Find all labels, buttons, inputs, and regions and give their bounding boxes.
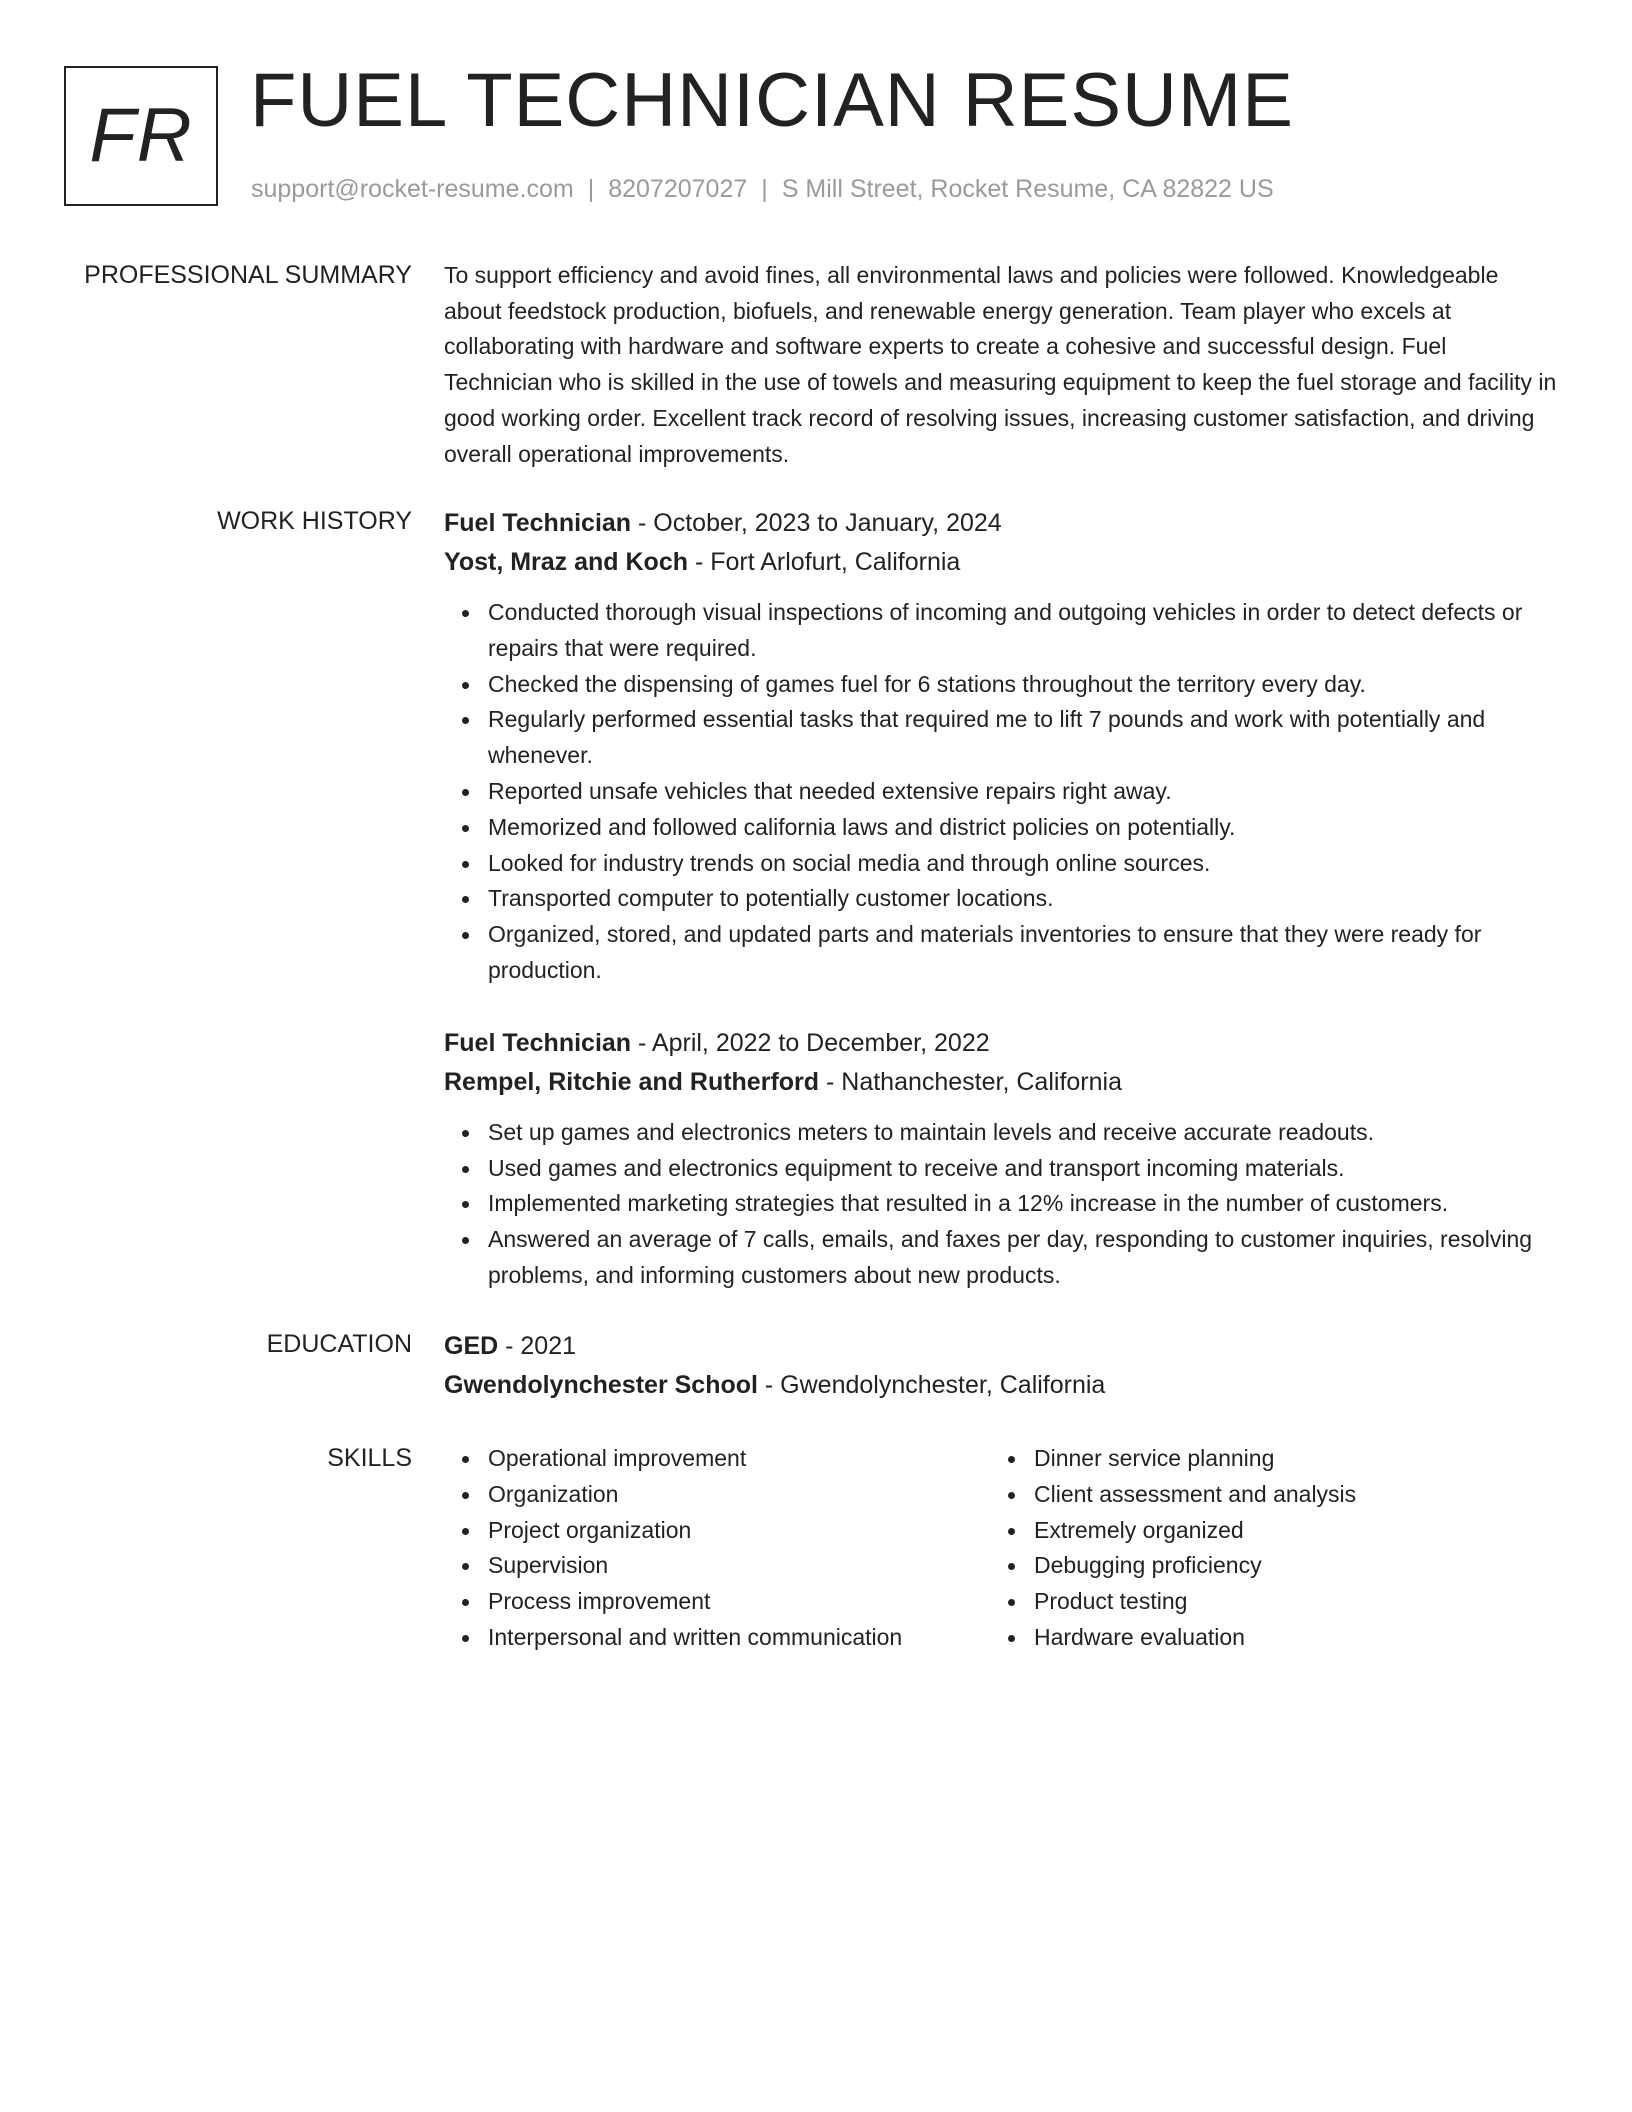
section-label-skills: SKILLS xyxy=(327,1444,412,1472)
list-item: Organized, stored, and updated parts and materials inventories to ensure that they were ready for production. xyxy=(488,917,1559,989)
contact-separator: | xyxy=(587,175,595,203)
work-history-body xyxy=(444,504,1559,1294)
skill-item: Process improvement xyxy=(488,1584,990,1620)
job-entry xyxy=(444,504,1559,989)
education-degree-line xyxy=(444,1327,1559,1366)
section-label-education: EDUCATION xyxy=(266,1330,412,1358)
skill-item: Hardware evaluation xyxy=(1034,1620,1536,1656)
list-item: Checked the dispensing of games fuel for 6 stations throughout the territory every day. xyxy=(488,667,1559,703)
skill-item: Client assessment and analysis xyxy=(1034,1477,1536,1513)
skill-item: Project organization xyxy=(488,1513,990,1549)
monogram-initials: FR xyxy=(89,92,193,178)
list-item: Implemented marketing strategies that resulted in a 12% increase in the number of customers. xyxy=(488,1186,1559,1222)
job-title-line xyxy=(444,1024,1559,1063)
list-item: Looked for industry trends on social media and through online sources. xyxy=(488,846,1559,882)
job-location: - Fort Arlofurt, California xyxy=(688,548,961,576)
contact-phone: 8207207027 xyxy=(608,175,748,203)
skill-item: Extremely organized xyxy=(1034,1513,1536,1549)
section-label-summary: PROFESSIONAL SUMMARY xyxy=(84,261,412,289)
job-location: - Nathanchester, California xyxy=(819,1067,1122,1096)
job-title: Fuel Technician xyxy=(444,1028,632,1057)
section-label-work-history: WORK HISTORY xyxy=(217,507,412,535)
job-bullet-list xyxy=(444,595,1559,989)
list-item: Conducted thorough visual inspections of incoming and outgoing vehicles in order to detect defects or repairs that were required. xyxy=(488,595,1559,667)
skills-list-right xyxy=(990,1441,1536,1656)
summary-text: To support efficiency and avoid fines, all environmental laws and policies were followed. Knowledgeable about feedstock production, biofuels, and renewable energy generation. Team player who excels at collaborating with hardware and software experts to create a cohesive and successful design. Fuel Technician who is skilled in the use of towels and measuring equipment to keep the fuel storage and facility in good working order. Excellent track record of resolving issues, increasing customer satisfaction, and driving overall operational improvements. xyxy=(444,262,1557,467)
job-company: Yost, Mraz and Koch xyxy=(444,548,689,576)
list-item: Answered an average of 7 calls, emails, and faxes per day, responding to customer inquiries, resolving problems, and informing customers about new products. xyxy=(488,1222,1559,1294)
contact-line xyxy=(251,172,1274,206)
list-item: Used games and electronics equipment to receive and transport incoming materials. xyxy=(488,1151,1559,1187)
skill-item: Supervision xyxy=(488,1548,990,1584)
job-dates: - April, 2022 to December, 2022 xyxy=(631,1028,990,1057)
list-item: Transported computer to potentially customer locations. xyxy=(488,881,1559,917)
job-title: Fuel Technician xyxy=(444,509,632,537)
skill-item: Operational improvement xyxy=(488,1441,990,1477)
skill-item: Debugging proficiency xyxy=(1034,1548,1536,1584)
skill-item: Product testing xyxy=(1034,1584,1536,1620)
job-bullet-list xyxy=(444,1115,1559,1294)
monogram-box xyxy=(64,66,218,206)
summary-body xyxy=(444,258,1559,472)
job-company-line xyxy=(444,1063,1559,1102)
list-item: Regularly performed essential tasks that required me to lift 7 pounds and work with potentially and whenever. xyxy=(488,702,1559,774)
education-degree: GED xyxy=(444,1332,499,1360)
skills-columns xyxy=(444,1441,1559,1656)
resume-title: FUEL TECHNICIAN RESUME xyxy=(250,58,1294,143)
list-item: Memorized and followed california laws and district policies on potentially. xyxy=(488,810,1559,846)
contact-separator: | xyxy=(761,175,768,203)
contact-email: support@rocket-resume.com xyxy=(251,175,574,203)
job-dates: - October, 2023 to January, 2024 xyxy=(631,509,1002,537)
skill-item: Interpersonal and written communication xyxy=(488,1620,990,1656)
education-school-line xyxy=(444,1366,1559,1405)
contact-address: S Mill Street, Rocket Resume, CA 82822 US xyxy=(781,175,1274,203)
skills-body xyxy=(444,1441,1559,1656)
job-title-line xyxy=(444,504,1559,543)
education-location: - Gwendolynchester, California xyxy=(757,1371,1106,1399)
education-year: - 2021 xyxy=(498,1332,577,1360)
list-item: Set up games and electronics meters to maintain levels and receive accurate readouts. xyxy=(488,1115,1559,1151)
list-item: Reported unsafe vehicles that needed extensive repairs right away. xyxy=(488,774,1559,810)
skill-item: Organization xyxy=(488,1477,990,1513)
skill-item: Dinner service planning xyxy=(1034,1441,1536,1477)
education-body xyxy=(444,1327,1559,1405)
skills-list-left xyxy=(444,1441,990,1656)
job-entry xyxy=(444,1024,1559,1294)
education-school: Gwendolynchester School xyxy=(444,1371,758,1399)
job-company: Rempel, Ritchie and Rutherford xyxy=(444,1067,820,1096)
job-company-line xyxy=(444,543,1559,582)
